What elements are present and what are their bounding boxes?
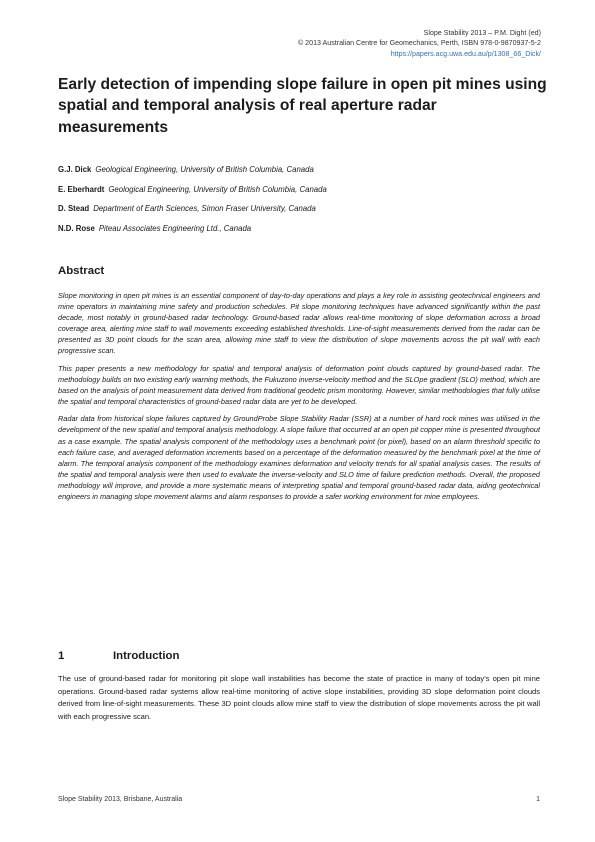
author-affiliation: Geological Engineering, University of British Columbia, Canada: [95, 165, 314, 174]
abstract-paragraph: Radar data from historical slope failures captured by GroundProbe Slope Stability Radar (SSR) at a number of hard rock mines was utilised in the development of the new spatial and temporal analysis methodology. A slope failure that occurred at an open pit copper mine is presented throughout as a case example. The spatial analysis component of the methodology uses a benchmark point (or pixel), based on an alarm threshold specific to each failure case, and averaged deformation increments based on a percentage of the deformation measured by the benchmark pixel at the time of alarm. The temporal analysis component of the methodology examines deformation and velocity trends for all spatial analysis cases. The results of the spatial and temporal analysis were then used to evaluate the inverse-velocity and SLO time of failure prediction methods. Overall, the proposed methodology will improve, and provide a more systematic means of interpreting spatial and temporal ground-based radar data, aiding geotechnical engineers in managing slope movement alarms and alarm responses to provide a safer working environment for mine employees.: [58, 414, 540, 501]
author-entry: [58, 203, 548, 223]
author-affiliation: Department of Earth Sciences, Simon Fraser University, Canada: [93, 204, 316, 214]
paper-title: Early detection of impending slope failure in open pit mines using spatial and temporal analysis of real aperture radar measurements: [58, 76, 547, 136]
section-number: 1: [58, 650, 65, 662]
header-url-link[interactable]: https://papers.acg.uwa.edu.au/p/1308_66_Dick/: [390, 49, 541, 58]
author-name: D. Stead: [58, 204, 90, 214]
author-name: N.D. Rose: [58, 223, 95, 233]
introduction-heading: [58, 650, 179, 662]
header-proceedings: Slope Stability 2013 – P.M. Dight (ed): [423, 29, 541, 37]
abstract-paragraph: Slope monitoring in open pit mines is an essential component of day-to-day operations and plays a key role in assisting geotechnical engineers and mine operators in maintaining mine safety and production schedules. Pit slope monitoring techniques have advanced significantly within the past decade, most notably in ground-based radar technology. Ground-based radar allows real-time monitoring of slope deformation across a broad coverage area, alerting mine staff to wall movements exceeding established thresholds. Line-of-sight measurements derived from the radar can be presented as 3D point clouds for the scan area, allowing mine staff to view the distribution of slope movements across the pit wall with each progressive scan.: [58, 291, 540, 356]
author-list: [58, 164, 548, 242]
author-affiliation: Geological Engineering, University of British Columbia, Canada: [108, 184, 327, 194]
introduction-body: [58, 673, 540, 723]
footer-conference: Slope Stability 2013, Brisbane, Australia: [58, 796, 183, 803]
author-name: G.J. Dick: [58, 165, 92, 174]
abstract-body: [58, 290, 540, 508]
footer-page-number: 1: [536, 796, 540, 803]
header-copyright: © 2013 Australian Centre for Geomechanics, Perth, ISBN 978-0-9870937-5-2: [297, 39, 541, 48]
abstract-paragraph: This paper presents a new methodology for spatial and temporal analysis of deformation point clouds captured by ground-based radar. The methodology builds on two existing early warning methods, the Fukuzono inverse-velocity method and the SLOpe gradient (SLO) method, which are based on the analysis of point measurement data derived from traditional geodetic prism monitoring. However, similar methodologies that fully utilise the spatial and temporal characteristics of ground-based radar data are yet to be developed.: [58, 363, 540, 407]
author-entry: [58, 164, 548, 184]
running-header: [298, 28, 541, 59]
abstract-heading: Abstract: [58, 265, 105, 277]
author-entry: [58, 184, 548, 204]
introduction-paragraph: The use of ground-based radar for monitoring pit slope wall instabilities has become the state of practice in many of today’s open pit mine operations. Ground-based radar systems allow real-time monitoring of active slope instabilities, providing 3D slope deformation point clouds derived from line-of-sight measurements. These 3D point clouds allow mine staff to view the distribution of slope movements across the pit wall with each progressive scan.: [58, 674, 540, 721]
author-entry: [58, 223, 548, 243]
section-title: Introduction: [113, 650, 180, 662]
author-name: E. Eberhardt: [58, 184, 105, 194]
author-affiliation: Piteau Associates Engineering Ltd., Canada: [98, 223, 252, 233]
